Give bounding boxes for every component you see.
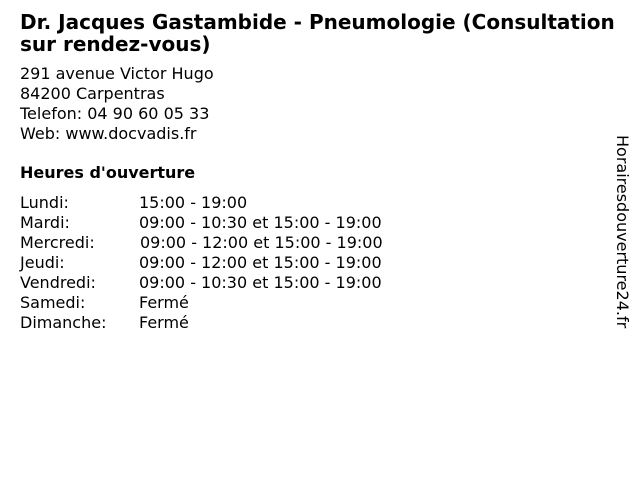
time-range: 09:00 - 10:30 et 15:00 - 19:00 — [139, 213, 382, 232]
hours-row-monday — [20, 193, 383, 213]
opening-hours-table — [20, 193, 383, 333]
site-watermark: Horairesdouverture24.fr — [613, 135, 632, 329]
day-label: Vendredi: — [20, 273, 96, 292]
phone-number: Telefon: 04 90 60 05 33 — [20, 104, 210, 123]
time-range: 09:00 - 12:00 et 15:00 - 19:00 — [140, 233, 383, 252]
time-range: Fermé — [139, 313, 189, 332]
city-postcode: 84200 Carpentras — [20, 84, 165, 103]
hours-row-thursday — [20, 253, 383, 273]
hours-row-sunday — [20, 313, 383, 333]
day-label: Dimanche: — [20, 313, 107, 332]
page-title: Dr. Jacques Gastambide - Pneumologie (Consultation sur rendez-vous) — [20, 10, 615, 56]
website: Web: www.docvadis.fr — [20, 124, 197, 143]
hours-row-friday — [20, 273, 383, 293]
time-range: 09:00 - 10:30 et 15:00 - 19:00 — [139, 273, 382, 292]
hours-row-saturday — [20, 293, 383, 313]
hours-heading: Heures d'ouverture — [20, 163, 196, 182]
address-block — [20, 64, 214, 144]
day-label: Jeudi: — [20, 253, 65, 272]
hours-row-wednesday — [20, 233, 383, 253]
day-label: Mardi: — [20, 213, 70, 232]
time-range: Fermé — [139, 293, 189, 312]
street-address: 291 avenue Victor Hugo — [20, 64, 214, 83]
time-range: 09:00 - 12:00 et 15:00 - 19:00 — [139, 253, 382, 272]
day-label: Mercredi: — [20, 233, 95, 252]
day-label: Samedi: — [20, 293, 86, 312]
day-label: Lundi: — [20, 193, 69, 212]
hours-row-tuesday — [20, 213, 383, 233]
time-range: 15:00 - 19:00 — [139, 193, 248, 212]
